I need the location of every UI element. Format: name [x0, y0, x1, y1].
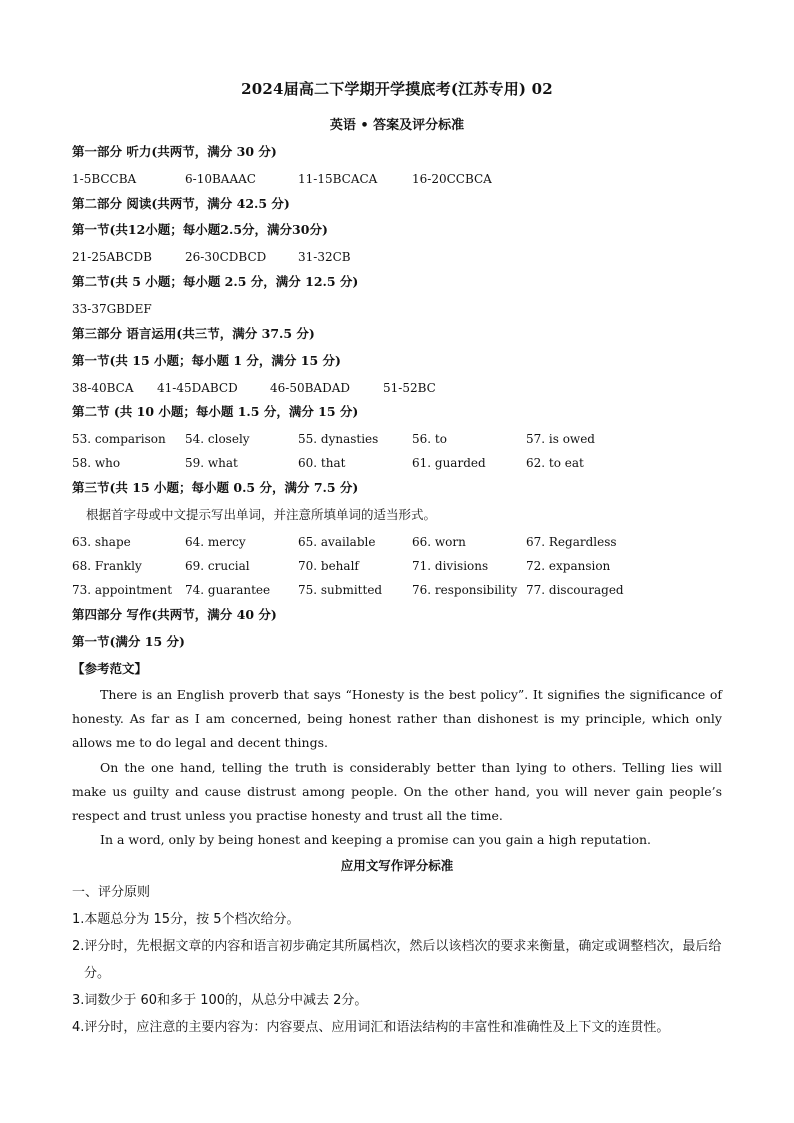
part3-section1-heading: 第一节(共 15 小题；每小题 1 分，满分 15 分): [72, 353, 341, 368]
answer-item: 54. closely: [185, 432, 250, 446]
answer-item: 53. comparison: [72, 432, 166, 446]
answer-item: 41-45DABCD: [157, 381, 238, 395]
page-title: 2024届高二下学期开学摸底考(江苏专用) 02: [241, 80, 553, 98]
sample-essay-paragraph: In a word, only by being honest and keeping a promise can you gain a high reputation.: [100, 832, 652, 847]
answer-item: 67. Regardless: [526, 535, 617, 549]
answer-item: 58. who: [72, 456, 121, 470]
sample-essay-paragraph: There is an English proverb that says “Honesty is the best policy”. It signifies the significance of honesty. As far as I am concerned, being honest rather than dishonest is my principle, which only allows me to do legal and decent things.: [72, 687, 722, 751]
part3-section2-heading: 第二节 (共 10 小题；每小题 1.5 分，满分 15 分): [72, 404, 359, 419]
answer-item: 69. crucial: [185, 559, 250, 573]
answer-item: 76. responsibility: [412, 583, 518, 597]
criteria-principle-heading: 一、评分原则: [72, 885, 151, 900]
answer-item: 59. what: [185, 456, 238, 470]
criteria-title: 应用文写作评分标准: [340, 858, 454, 873]
criteria-item: 1.本题总分为 15分，按 5个档次给分。: [72, 912, 300, 927]
page-subtitle: 英语 • 答案及评分标准: [329, 118, 465, 133]
answer-item: 56. to: [412, 432, 447, 446]
answer-item: 21-25ABCDB: [72, 250, 152, 264]
answer-item: 70. behalf: [298, 559, 359, 573]
answer-item: 60. that: [298, 456, 346, 470]
part2-section1-heading: 第一节(共12小题；每小题2.5分，满分30分): [72, 222, 328, 237]
answer-item: 33-37GBDEF: [72, 302, 152, 316]
answer-item: 16-20CCBCA: [412, 172, 492, 186]
answer-item: 77. discouraged: [526, 583, 624, 597]
criteria-item: 4.评分时，应注意的主要内容为：内容要点、应用词汇和语法结构的丰富性和准确性及上下文的连贯性。: [72, 1020, 670, 1035]
part2-section2-heading: 第二节(共 5 小题；每小题 2.5 分，满分 12.5 分): [72, 274, 359, 289]
answer-item: 6-10BAAAC: [185, 172, 256, 186]
answer-item: 73. appointment: [72, 583, 173, 597]
part4-section1-heading: 第一节(满分 15 分): [72, 634, 185, 649]
answer-item: 74. guarantee: [185, 583, 271, 597]
answer-item: 62. to eat: [526, 456, 584, 470]
answer-item: 26-30CDBCD: [185, 250, 267, 264]
answer-item: 71. divisions: [412, 559, 489, 573]
part1-heading: 第一部分 听力(共两节，满分 30 分): [72, 144, 277, 159]
answer-item: 68. Frankly: [72, 559, 142, 573]
answer-item: 63. shape: [72, 535, 131, 549]
answer-item: 31-32CB: [298, 250, 351, 264]
answer-item: 57. is owed: [526, 432, 595, 446]
criteria-item: 3.词数少于 60和多于 100的，从总分中减去 2分。: [72, 993, 368, 1008]
part3-heading: 第三部分 语言运用(共三节，满分 37.5 分): [72, 326, 315, 341]
answer-item: 65. available: [298, 535, 376, 549]
answer-item: 64. mercy: [185, 535, 246, 549]
answer-item: 75. submitted: [298, 583, 383, 597]
answer-item: 72. expansion: [526, 559, 611, 573]
answer-item: 46-50BADAD: [270, 381, 350, 395]
answer-item: 1-5BCCBA: [72, 172, 137, 186]
part3-section3-heading: 第三节(共 15 小题；每小题 0.5 分，满分 7.5 分): [72, 480, 359, 495]
answer-item: 66. worn: [412, 535, 466, 549]
answer-item: 61. guarded: [412, 456, 486, 470]
sample-essay-label: 【参考范文】: [72, 661, 148, 676]
part3-section3-instruction: 根据首字母或中文提示写出单词，并注意所填单词的适当形式。: [86, 507, 437, 522]
sample-essay-paragraph: On the one hand, telling the truth is considerably better than lying to others. Telling lies will make us guilty and cause distrust among people. On the other hand, you will never gain people’s respect and trust unless you practise honesty and trust all the time.: [72, 760, 722, 824]
criteria-item: 2.评分时，先根据文章的内容和语言初步确定其所属档次，然后以该档次的要求来衡量，确定或调整档次，最后给分。: [72, 939, 722, 981]
answer-item: 11-15BCACA: [298, 172, 378, 186]
answer-item: 55. dynasties: [298, 432, 379, 446]
part4-heading: 第四部分 写作(共两节，满分 40 分): [72, 607, 277, 622]
part2-heading: 第二部分 阅读(共两节，满分 42.5 分): [72, 196, 290, 211]
answer-item: 38-40BCA: [72, 381, 134, 395]
answer-item: 51-52BC: [383, 381, 436, 395]
criteria-list: [72, 879, 727, 1041]
